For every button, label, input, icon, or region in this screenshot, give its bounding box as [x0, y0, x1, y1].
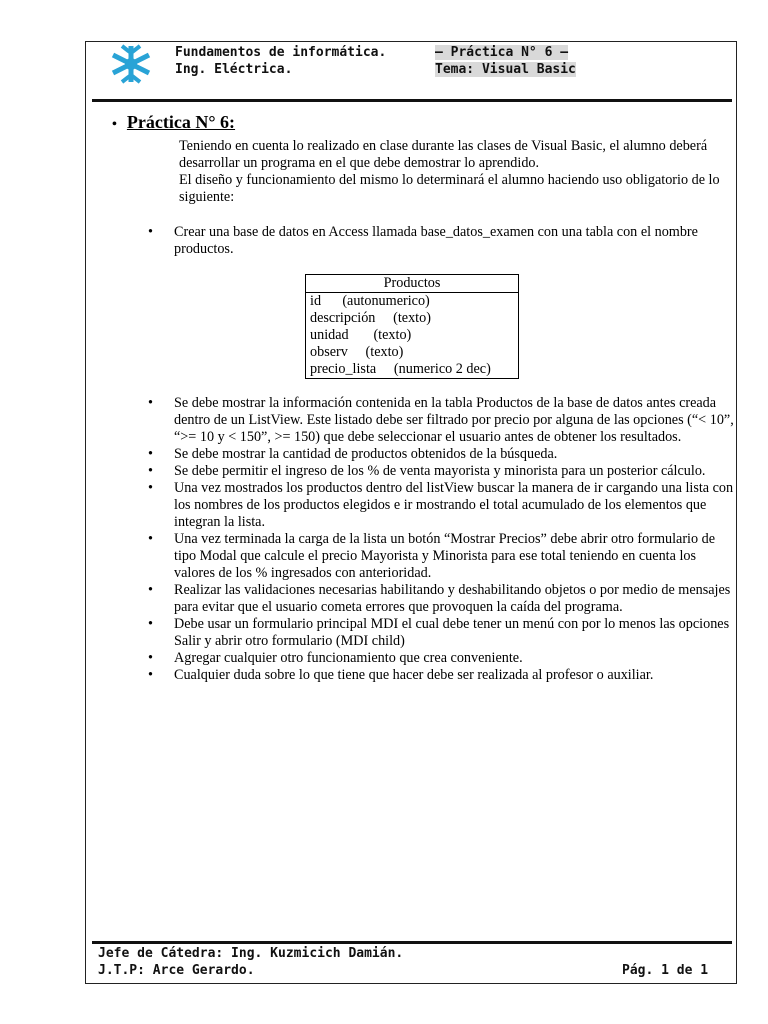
- header-course: Fundamentos de informática.: [175, 45, 387, 60]
- list-item-text: Se debe mostrar la información contenida en la tabla Productos de la base de datos antes creada dentro de un ListView. Este listado debe ser filtrado por precio por alguna de las opciones (“< 10”, “>= 10 y < 150”, >= 150) que debe seleccionar el usuario antes de obtener los resultados.: [174, 395, 734, 445]
- list-item: [148, 650, 736, 667]
- footer-jtp: J.T.P: Arce Gerardo.: [98, 963, 255, 978]
- bullet-dot: •: [148, 582, 153, 598]
- section-title: Práctica N° 6:: [126, 112, 236, 132]
- list-item-text: Una vez mostrados los productos dentro del listView buscar la manera de ir cargando una lista con los nombres de los productos elegidos e ir mostrando el total acumulado de los elementos que integran la lista.: [174, 480, 734, 530]
- list-item-text: Agregar cualquier otro funcionamiento que crea conveniente.: [174, 650, 523, 666]
- header-career: Ing. Eléctrica.: [175, 62, 293, 77]
- title-bullet: •: [112, 117, 117, 132]
- intro-paragraph: El diseño y funcionamiento del mismo lo determinará el alumno haciendo uso obligatorio de lo siguiente:: [179, 172, 720, 205]
- header-practice-tag: – Práctica N° 6 –: [435, 45, 569, 60]
- list-item: [148, 582, 736, 616]
- table-row: id (autonumerico): [310, 293, 430, 309]
- bullet-dot: •: [148, 395, 153, 411]
- bullet-dot: •: [148, 667, 153, 683]
- list-item-text: Cualquier duda sobre lo que tiene que hacer debe ser realizada al profesor o auxiliar.: [174, 667, 654, 683]
- intro-text: [179, 138, 735, 206]
- bullet-dot: •: [148, 224, 153, 240]
- bullet-dot: •: [148, 531, 153, 547]
- table-row: unidad (texto): [310, 327, 412, 343]
- footer-page-number: Pág. 1 de 1: [622, 963, 709, 978]
- list-item: [148, 446, 736, 463]
- table-row: observ (texto): [310, 344, 404, 360]
- list-item: [148, 480, 736, 531]
- table-header: Productos: [306, 275, 518, 293]
- list-item: [148, 531, 736, 582]
- list-item: [148, 224, 736, 258]
- footer-divider: [92, 941, 732, 944]
- header-divider: [92, 99, 732, 102]
- footer-chair: Jefe de Cátedra: Ing. Kuzmicich Damián.: [98, 946, 404, 961]
- list-item-text: Realizar las validaciones necesarias habilitando y deshabilitando objetos o por medio de mensajes para evitar que el usuario cometa errores que provoquen la caída del programa.: [174, 582, 731, 615]
- requirements-list: [148, 395, 736, 684]
- list-item: [148, 616, 736, 650]
- list-item-text: Crear una base de datos en Access llamada base_datos_examen con una tabla con el nombre productos.: [174, 224, 698, 257]
- page-title: [112, 112, 235, 133]
- intro-paragraph: Teniendo en cuenta lo realizado en clase durante las clases de Visual Basic, el alumno deberá desarrollar un programa en el que debe demostrar lo aprendido.: [179, 138, 708, 171]
- list-item: [148, 395, 736, 446]
- header-topic: Tema: Visual Basic: [435, 62, 576, 77]
- table-row: descripción (texto): [310, 310, 431, 326]
- list-item-text: Una vez terminada la carga de la lista un botón “Mostrar Precios” debe abrir otro formulario de tipo Modal que calcule el precio Mayorista y Minorista para ese total teniendo en cuenta los valores de los % ingresados con anterioridad.: [174, 531, 716, 581]
- bullet-dot: •: [148, 650, 153, 666]
- bullet-dot: •: [148, 463, 153, 479]
- products-table: [305, 274, 519, 379]
- bullet-dot: •: [148, 616, 153, 632]
- list-item-text: Se debe permitir el ingreso de los % de venta mayorista y minorista para un posterior cálculo.: [174, 463, 706, 479]
- list-item: [148, 463, 736, 480]
- list-item-text: Debe usar un formulario principal MDI el cual debe tener un menú con por lo menos las opciones Salir y abrir otro formulario (MDI child): [174, 616, 730, 649]
- bullet-dot: •: [148, 446, 153, 462]
- first-bullet-list: [148, 224, 736, 258]
- list-item: [148, 667, 736, 684]
- list-item-text: Se debe mostrar la cantidad de productos obtenidos de la búsqueda.: [174, 446, 558, 462]
- utn-logo-icon: [108, 43, 154, 85]
- table-row: precio_lista (numerico 2 dec): [310, 361, 491, 377]
- bullet-dot: •: [148, 480, 153, 496]
